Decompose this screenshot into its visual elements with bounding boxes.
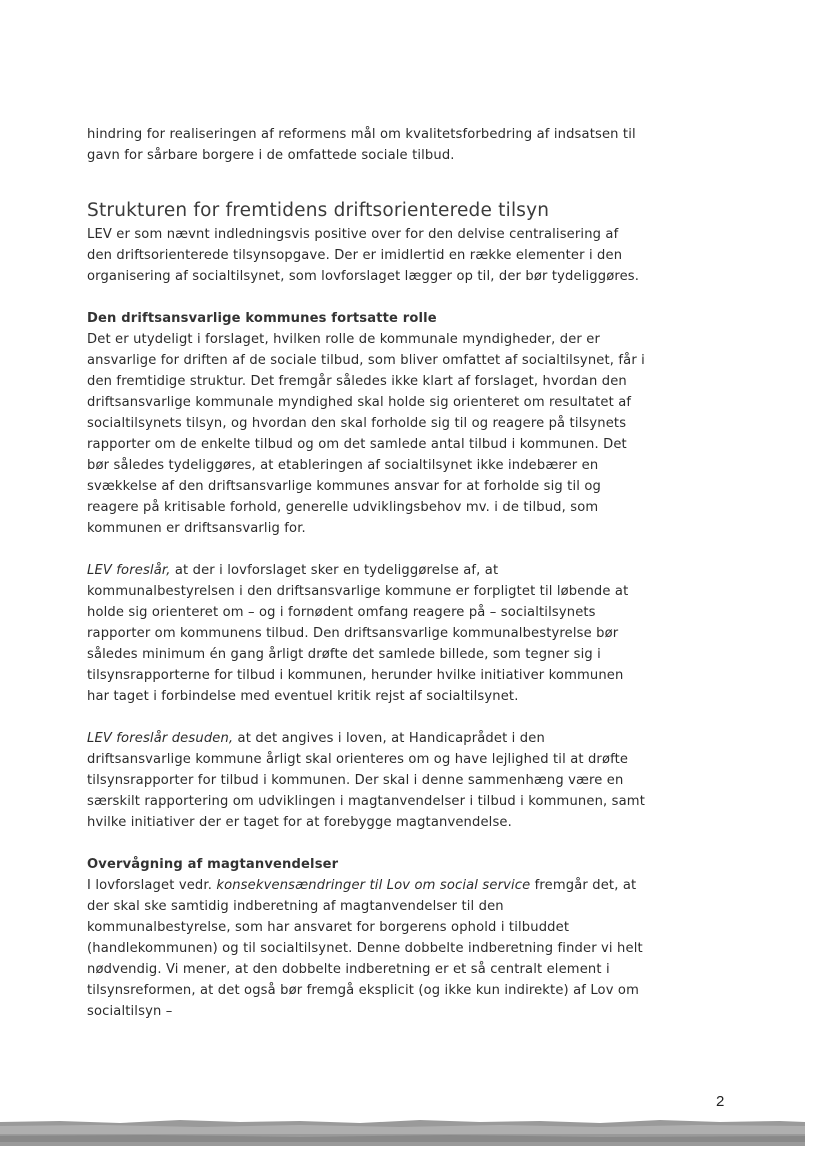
section-title: Strukturen for fremtidens driftsorienterede tilsyn [87, 200, 550, 221]
paragraph-kommunes-rolle: Det er utydeligt i forslaget, hvilken rolle de kommunale myndigheder, der er ansvarlige for driften af de sociale tilbud, som bliver omfattet af socialtilsynet, får i den fremtidige struktur. Det fremgår således ikke klart af forslaget, hvordan den driftsansvarlige kommunale myndighed skal holde sig orienteret om resultatet af socialtilsynets tilsyn, og hvordan den skal forholde sig til og reagere på tilsynets rapporter om de enkelte tilbud og om det samlede antal tilbud i kommunen. Det bør således tydeliggøres, at etableringen af socialtilsynet ikke indebærer en svækkelse af den driftsansvarlige kommunes ansvar for at forholde sig til og reagere på kritisable forhold, generelle udviklingsbehov mv. i de tilbud, som kommunen er driftsansvarlig for. [87, 332, 645, 536]
document-body [87, 124, 647, 1022]
emphasis-lov-reference: konsekvensændringer til Lov om social service [216, 878, 531, 893]
paragraph-magtanvendelser [87, 875, 647, 1022]
section-lead-paragraph: LEV er som nævnt indledningsvis positive over for den delvise centralisering af den driftsorienterede tilsynsopgave. Der er imidlertid en række elementer i den organisering af socialtilsynet, som lovforslaget lægger op til, der bør tydeliggøres. [87, 227, 640, 284]
paragraph-lev-foreslaar-desuden-text: at det angives i loven, at Handicaprådet i den driftsansvarlige kommune årligt skal orienteres om og have lejlighed til at drøfte tilsynsrapporter for tilbud i kommunen. Der skal i denne sammenhæng være en særskilt rapportering om udviklingen i magtanvendelser i tilbud i kommunen, samt hvilke initiativer der er taget for at forebygge magtanvendelse. [87, 731, 645, 830]
page-number: 2 [716, 1093, 725, 1110]
subheading-kommunes-rolle: Den driftsansvarlige kommunes fortsatte rolle [87, 311, 437, 326]
subheading-magtanvendelser: Overvågning af magtanvendelser [87, 857, 339, 872]
paragraph-lev-foreslaar-text: at der i lovforslaget sker en tydeliggørelse af, at kommunalbestyrelsen i den driftsansvarlige kommune er forpligtet til løbende at holde sig orienteret om – og i fornødent omfang reagere på – socialtilsynets rapporter om kommunens tilbud. Den driftsansvarlige kommunalbestyrelse bør således minimum én gang årligt drøfte det samlede billede, som tegner sig i tilsynsrapporterne for tilbud i kommunen, herunder hvilke initiativer kommunen har taget i forbindelse med eventuel kritik rejst af socialtilsynet. [87, 563, 629, 704]
decorative-bottom-band [0, 1112, 828, 1152]
paragraph-lev-foreslaar-desuden [87, 728, 647, 833]
intro-paragraph: hindring for realiseringen af reformens mål om kvalitetsforbedring af indsatsen til gavn for sårbare borgere i de omfattede sociale tilbud. [87, 127, 636, 163]
emphasis-lev-foreslaar-desuden: LEV foreslår desuden, [87, 731, 234, 746]
emphasis-lev-foreslaar: LEV foreslår, [87, 563, 171, 578]
paragraph-magtanvendelser-text: fremgår det, at der skal ske samtidig indberetning af magtanvendelser til den kommunalbestyrelse, som har ansvaret for borgerens ophold i tilbuddet (handlekommunen) og til socialtilsynet. Denne dobbelte indberetning finder vi helt nødvendig. Vi mener, at den dobbelte indberetning er et så centralt element i tilsynsreformen, at det også bør fremgå eksplicit (og ikke kun indirekte) af Lov om socialtilsyn – [87, 878, 643, 1019]
paragraph-lev-foreslaar [87, 560, 647, 707]
paragraph-magtanvendelser-pre: I lovforslaget vedr. [87, 878, 217, 893]
